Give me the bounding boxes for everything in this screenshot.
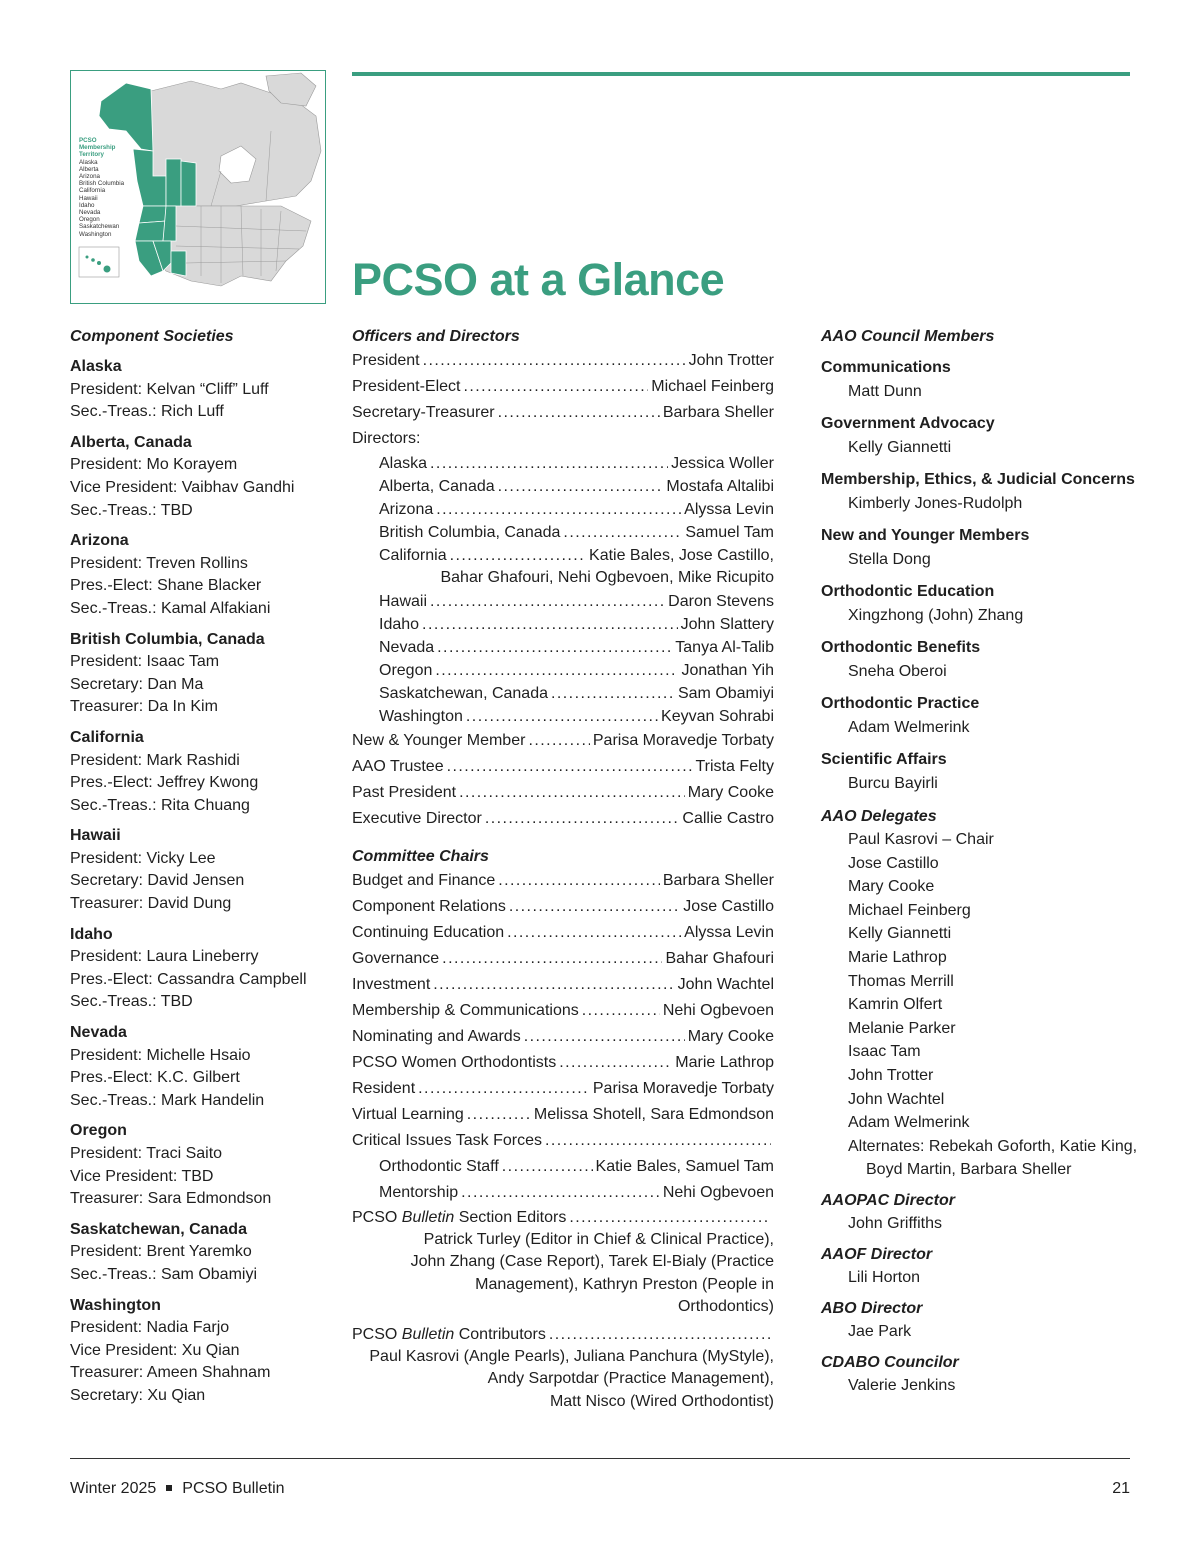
delegate-name: John Trotter xyxy=(848,1066,934,1084)
dot-leader xyxy=(559,1050,672,1076)
legend-item: Washington xyxy=(79,230,112,238)
editors-row xyxy=(352,1206,774,1229)
society-officer: President: Traci Saito xyxy=(70,1145,223,1162)
society-block xyxy=(70,1219,340,1287)
row-label: Resident xyxy=(352,1079,416,1097)
legend-item: Oregon xyxy=(79,216,100,224)
director-group xyxy=(821,1244,1141,1290)
council-committee: Orthodontic Practice xyxy=(821,695,980,712)
contributors-line: Matt Nisco (Wired Orthodontist) xyxy=(549,1392,774,1410)
dot-leader xyxy=(498,868,660,894)
row-value: Jessica Woller xyxy=(671,455,774,472)
row-label: Orthodontic Staff xyxy=(379,1157,499,1175)
dot-leader xyxy=(464,374,649,400)
map-legend xyxy=(79,137,124,238)
society-name: Nevada xyxy=(70,1024,127,1042)
contributors-line: Andy Sarpotdar (Practice Management), xyxy=(487,1370,774,1387)
row-label: PCSO Women Orthodontists xyxy=(352,1053,557,1071)
society-name: Saskatchewan, Canada xyxy=(70,1220,247,1238)
council-committee: Scientific Affairs xyxy=(821,751,947,768)
leader-row xyxy=(352,972,774,998)
dot-leader xyxy=(507,920,681,946)
section-heading: Component Societies xyxy=(70,328,234,345)
leader-row xyxy=(352,1050,774,1076)
council-member: Adam Welmerink xyxy=(848,719,970,736)
society-block xyxy=(70,1022,340,1112)
dot-leader xyxy=(524,1024,685,1050)
row-label: Hawaii xyxy=(379,592,428,610)
society-officer: Sec.-Treas.: TBD xyxy=(70,501,193,519)
row-label: Critical Issues Task Forces xyxy=(352,1131,542,1149)
row-value: Parisa Moravedje Torbaty xyxy=(592,731,774,749)
dot-leader xyxy=(437,636,672,659)
row-value: Katie Bales, Jose Castillo, xyxy=(589,547,774,564)
director-title: AAOF Director xyxy=(821,1245,933,1263)
row-value: Marie Lathrop xyxy=(675,1053,774,1071)
section-heading: Committee Chairs xyxy=(352,847,489,865)
society-officer: Pres.-Elect: K.C. Gilbert xyxy=(70,1069,240,1087)
leader-row xyxy=(352,806,774,832)
society-name: Washington xyxy=(70,1296,161,1314)
dot-leader xyxy=(459,780,685,806)
row-label: President xyxy=(352,352,420,369)
leader-row xyxy=(379,590,774,613)
society-block xyxy=(70,356,340,424)
top-rule xyxy=(352,72,1130,76)
society-officer: Vice President: Xu Qian xyxy=(70,1341,240,1359)
row-label: Budget and Finance xyxy=(352,871,496,889)
society-name: Alberta, Canada xyxy=(70,433,192,451)
section-heading: AAO Delegates xyxy=(821,808,937,825)
leader-row xyxy=(352,780,774,806)
leader-row xyxy=(379,1180,774,1206)
leader-row xyxy=(379,452,774,475)
row-value: Barbara Sheller xyxy=(662,404,774,421)
society-name: Idaho xyxy=(70,925,113,943)
row-value: Trista Felty xyxy=(695,757,774,775)
council-member: Kimberly Jones-Rudolph xyxy=(848,495,1023,512)
leader-row xyxy=(352,1102,774,1128)
director-title: ABO Director xyxy=(821,1299,923,1317)
director-group xyxy=(821,1298,1141,1344)
society-officer: Sec.-Treas.: Sam Obamiyi xyxy=(70,1265,258,1283)
society-officer: Secretary: Dan Ma xyxy=(70,675,204,693)
editors-line: John Zhang (Case Report), Tarek El-Bialy (Practice xyxy=(410,1253,774,1270)
society-officer: President: Mo Korayem xyxy=(70,456,238,474)
row-label: Past President xyxy=(352,783,457,801)
council-group xyxy=(821,636,1141,684)
legend-item: British Columbia xyxy=(79,180,125,188)
society-officer: Sec.-Treas.: Mark Handelin xyxy=(70,1091,265,1109)
society-officer: Pres.-Elect: Jeffrey Kwong xyxy=(70,774,259,792)
director-name: Jae Park xyxy=(848,1322,912,1340)
dot-leader xyxy=(442,946,662,972)
council-committee: Membership, Ethics, & Judicial Concerns xyxy=(821,471,1135,488)
row-value: Barbara Sheller xyxy=(662,871,774,889)
leader-row xyxy=(352,754,774,780)
dot-leader xyxy=(485,806,680,832)
row-value: Callie Castro xyxy=(682,809,774,827)
delegate-name: Thomas Merrill xyxy=(848,972,954,990)
row-value: John Slattery xyxy=(680,615,774,633)
dot-leader xyxy=(498,400,660,426)
row-value: Jonathan Yih xyxy=(681,661,774,679)
society-block xyxy=(70,825,340,915)
dot-leader xyxy=(423,348,686,374)
society-officer: President: Isaac Tam xyxy=(70,653,220,671)
council-group xyxy=(821,748,1141,796)
legend-item: Arizona xyxy=(79,173,100,181)
editors-line: Patrick Turley (Editor in Chief & Clinical Practice), xyxy=(423,1230,774,1248)
society-block xyxy=(70,530,340,620)
leader-row xyxy=(352,1024,774,1050)
leader-row xyxy=(352,946,774,972)
task-forces-row xyxy=(352,1128,774,1154)
director-group xyxy=(821,1190,1141,1236)
council-group xyxy=(821,524,1141,572)
row-value: Melissa Shotell, Sara Edmondson xyxy=(533,1105,774,1123)
footer xyxy=(70,1480,285,1498)
row-value: Samuel Tam xyxy=(685,524,774,541)
society-block xyxy=(70,727,340,817)
leader-row xyxy=(352,894,774,920)
row-value: John Trotter xyxy=(688,352,774,369)
row-value: John Wachtel xyxy=(677,975,774,993)
delegate-name: Kamrin Olfert xyxy=(848,996,943,1014)
row-value: Nehi Ogbevoen xyxy=(662,1183,774,1201)
society-block xyxy=(70,924,340,1014)
leader-row xyxy=(352,998,774,1024)
territory-map xyxy=(70,70,326,304)
council-group xyxy=(821,468,1141,516)
dot-leader xyxy=(551,682,675,705)
legend-item: California xyxy=(79,187,106,195)
council-member: Kelly Giannetti xyxy=(848,439,952,456)
society-officer: Vice President: TBD xyxy=(70,1167,214,1185)
directors-label: Directors: xyxy=(352,430,421,447)
row-label: Continuing Education xyxy=(352,923,505,941)
delegate-name: Michael Feinberg xyxy=(848,901,971,919)
dot-leader xyxy=(498,475,664,498)
council-committee: Government Advocacy xyxy=(821,415,995,432)
legend-item: Hawaii xyxy=(79,194,98,202)
row-label: Nevada xyxy=(379,638,435,656)
delegate-name: Jose Castillo xyxy=(848,854,939,872)
council-committee: Orthodontic Education xyxy=(821,583,995,600)
leader-row xyxy=(352,400,774,426)
council-group xyxy=(821,356,1141,404)
council-group xyxy=(821,412,1141,460)
council-member: Burcu Bayirli xyxy=(848,775,938,792)
dot-leader xyxy=(528,728,589,754)
editors-line: Management), Kathryn Preston (People in xyxy=(475,1275,774,1293)
row-label: PCSO Bulletin Contributors xyxy=(352,1325,546,1343)
row-label: California xyxy=(379,547,447,564)
legend-item: Nevada xyxy=(79,209,101,217)
row-value: Mary Cooke xyxy=(687,783,774,801)
leader-row xyxy=(379,521,774,544)
society-name: Arizona xyxy=(70,532,129,550)
leader-row xyxy=(352,374,774,400)
delegate-name: Mary Cooke xyxy=(848,878,935,896)
row-value: Michael Feinberg xyxy=(651,378,774,395)
leader-row xyxy=(352,868,774,894)
row-label: Idaho xyxy=(379,615,420,633)
row-label: Nominating and Awards xyxy=(352,1027,521,1045)
officers-and-committees xyxy=(352,326,774,1413)
row-label: Membership & Communications xyxy=(352,1001,579,1019)
society-officer: Sec.-Treas.: TBD xyxy=(70,993,193,1011)
row-label: Investment xyxy=(352,975,431,993)
director-name: John Griffiths xyxy=(848,1214,942,1232)
society-officer: Secretary: David Jensen xyxy=(70,872,245,890)
council-group xyxy=(821,692,1141,740)
leader-row xyxy=(379,1154,774,1180)
row-label: PCSO Bulletin Section Editors xyxy=(352,1208,567,1226)
footer-publication: PCSO Bulletin xyxy=(182,1480,285,1497)
row-value: Jose Castillo xyxy=(683,897,774,915)
row-value: Tanya Al-Talib xyxy=(675,638,774,656)
leader-row xyxy=(352,728,774,754)
dot-leader xyxy=(433,972,674,998)
row-value: Mostafa Altalibi xyxy=(666,478,774,495)
dot-leader xyxy=(509,894,680,920)
society-officer: President: Mark Rashidi xyxy=(70,751,240,769)
dot-leader xyxy=(430,452,668,475)
dot-leader xyxy=(436,498,681,521)
footer-issue: Winter 2025 xyxy=(70,1480,157,1497)
dot-leader xyxy=(582,998,660,1024)
dot-leader xyxy=(430,590,665,613)
leader-row xyxy=(379,659,774,682)
society-officer: Vice President: Vaibhav Gandhi xyxy=(70,478,295,496)
contributors-line: Paul Kasrovi (Angle Pearls), Juliana Panchura (MyStyle), xyxy=(369,1347,774,1365)
dot-leader xyxy=(447,754,693,780)
page-number: 21 xyxy=(1112,1480,1130,1497)
society-officer: Secretary: Xu Qian xyxy=(70,1386,206,1404)
council-group xyxy=(821,580,1141,628)
society-officer: President: Laura Lineberry xyxy=(70,948,259,966)
council-committee: Orthodontic Benefits xyxy=(821,639,981,656)
row-value: Daron Stevens xyxy=(668,592,774,610)
row-label: Washington xyxy=(379,707,463,725)
director-title: AAOPAC Director xyxy=(821,1191,955,1209)
director-group xyxy=(821,1352,1141,1398)
delegate-name: Adam Welmerink xyxy=(848,1114,970,1132)
dot-leader xyxy=(467,1102,531,1128)
bottom-rule xyxy=(70,1458,1130,1459)
society-officer: President: Michelle Hsaio xyxy=(70,1046,251,1064)
section-heading: Officers and Directors xyxy=(352,328,520,345)
leader-row xyxy=(352,1076,774,1102)
legend-title-1: PCSO xyxy=(79,137,97,144)
council-member: Sneha Oberoi xyxy=(848,663,947,680)
society-officer: President: Treven Rollins xyxy=(70,554,248,572)
legend-item: Alaska xyxy=(79,158,98,166)
row-label: President-Elect xyxy=(352,378,461,395)
legend-title-2: Membership xyxy=(79,144,116,152)
dot-leader xyxy=(418,1076,590,1102)
dot-leader xyxy=(435,659,678,682)
page-title: PCSO at a Glance xyxy=(352,254,725,305)
director-name: Valerie Jenkins xyxy=(848,1376,956,1394)
dot-leader xyxy=(461,1180,660,1206)
row-label: Arizona xyxy=(379,501,434,518)
society-officer: Pres.-Elect: Shane Blacker xyxy=(70,577,262,595)
leader-row xyxy=(352,920,774,946)
society-name: Alaska xyxy=(70,358,122,375)
society-officer: President: Kelvan “Cliff” Luff xyxy=(70,380,269,398)
row-label: Alberta, Canada xyxy=(379,478,495,495)
delegate-name: Kelly Giannetti xyxy=(848,925,952,943)
society-block xyxy=(70,1120,340,1210)
leader-row xyxy=(352,348,774,374)
row-value: Nehi Ogbevoen xyxy=(662,1001,774,1019)
society-officer: Pres.-Elect: Cassandra Campbell xyxy=(70,970,307,988)
row-value: Katie Bales, Samuel Tam xyxy=(595,1157,774,1175)
society-officer: President: Nadia Farjo xyxy=(70,1319,230,1337)
row-label: Mentorship xyxy=(379,1183,459,1201)
leader-row xyxy=(379,682,774,705)
delegate-name: Isaac Tam xyxy=(848,1043,921,1061)
society-officer: Sec.-Treas.: Rich Luff xyxy=(70,403,224,421)
row-label: Component Relations xyxy=(352,897,506,915)
row-value: Bahar Ghafouri xyxy=(665,949,774,967)
legend-title-3: Territory xyxy=(79,151,104,159)
row-label: Virtual Learning xyxy=(352,1105,464,1123)
section-heading: AAO Council Members xyxy=(821,328,995,345)
row-label: Executive Director xyxy=(352,809,482,827)
society-officer: Treasurer: Sara Edmondson xyxy=(70,1190,272,1208)
delegate-name: John Wachtel xyxy=(848,1090,945,1108)
dot-leader xyxy=(502,1154,593,1180)
society-officer: Treasurer: David Dung xyxy=(70,895,232,913)
society-officer: Sec.-Treas.: Kamal Alfakiani xyxy=(70,599,271,617)
society-name: British Columbia, Canada xyxy=(70,630,265,648)
legend-item: Alberta xyxy=(79,165,99,173)
row-value: Alyssa Levin xyxy=(684,923,774,941)
alternates-line: Boyd Martin, Barbara Sheller xyxy=(866,1161,1072,1179)
dot-leader xyxy=(466,705,658,728)
row-label: AAO Trustee xyxy=(352,757,444,775)
california-directors-cont: Bahar Ghafouri, Nehi Ogbevoen, Mike Ricupito xyxy=(440,569,774,586)
dot-leader xyxy=(563,521,682,544)
contributors-row xyxy=(352,1323,774,1346)
leader-row xyxy=(379,544,774,567)
society-block xyxy=(70,629,340,719)
council-member: Matt Dunn xyxy=(848,383,922,400)
society-officer: President: Brent Yaremko xyxy=(70,1243,252,1261)
leader-row xyxy=(379,705,774,728)
row-label: Alaska xyxy=(379,455,428,472)
row-label: Governance xyxy=(352,949,440,967)
council-committee: Communications xyxy=(821,359,951,376)
society-name: California xyxy=(70,728,144,746)
director-name: Lili Horton xyxy=(848,1268,921,1286)
row-value: Keyvan Sohrabi xyxy=(661,707,774,725)
council-member: Stella Dong xyxy=(848,551,931,568)
society-officer: Treasurer: Ameen Shahnam xyxy=(70,1364,271,1382)
council-committee: New and Younger Members xyxy=(821,527,1030,544)
delegate-name: Marie Lathrop xyxy=(848,948,947,966)
society-officer: President: Vicky Lee xyxy=(70,849,216,867)
delegate-name: Melanie Parker xyxy=(848,1019,956,1037)
alternates-line: Alternates: Rebekah Goforth, Katie King, xyxy=(848,1137,1138,1155)
row-value: Alyssa Levin xyxy=(684,501,774,518)
row-label: Secretary-Treasurer xyxy=(352,404,495,421)
leader-row xyxy=(379,636,774,659)
row-label: Oregon xyxy=(379,661,433,679)
society-officer: Treasurer: Da In Kim xyxy=(70,698,218,716)
row-label: Saskatchewan, Canada xyxy=(379,684,548,702)
society-officer: Sec.-Treas.: Rita Chuang xyxy=(70,796,250,814)
legend-item: Idaho xyxy=(79,201,95,209)
component-societies xyxy=(70,326,340,1408)
aao-council xyxy=(821,326,1141,1398)
leader-row xyxy=(379,498,774,521)
director-title: CDABO Councilor xyxy=(821,1353,959,1371)
society-block xyxy=(70,432,340,522)
delegate-name: Paul Kasrovi – Chair xyxy=(848,831,994,848)
editors-line: Orthodontics) xyxy=(677,1298,774,1315)
dot-leader xyxy=(422,613,678,636)
dot-leader xyxy=(450,544,586,567)
legend-item: Saskatchewan xyxy=(79,223,120,231)
row-value: Mary Cooke xyxy=(687,1027,774,1045)
row-label: British Columbia, Canada xyxy=(379,524,561,541)
row-value: Sam Obamiyi xyxy=(677,684,774,702)
society-name: Oregon xyxy=(70,1122,127,1140)
leader-row xyxy=(379,613,774,636)
row-label: New & Younger Member xyxy=(352,731,526,749)
council-member: Xingzhong (John) Zhang xyxy=(848,607,1024,624)
leader-row xyxy=(379,475,774,498)
row-value: Parisa Moravedje Torbaty xyxy=(592,1079,774,1097)
bullet-square-icon xyxy=(166,1485,172,1491)
society-block xyxy=(70,1295,340,1408)
society-name: Hawaii xyxy=(70,827,121,845)
